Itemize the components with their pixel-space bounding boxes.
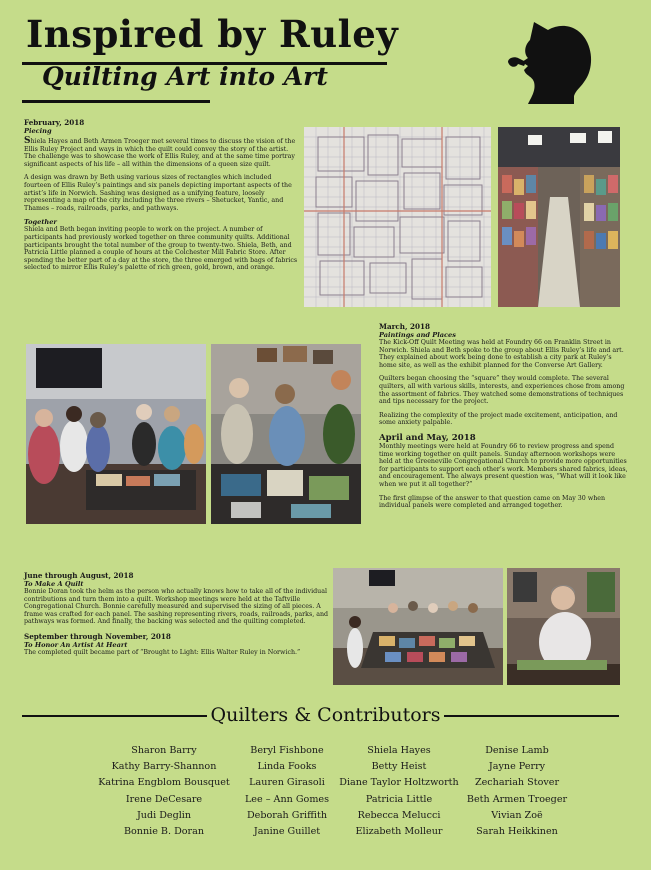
march-paragraph-1: The Kick-Off Quilt Meeting was held at Foundry 66 on Franklin Street in Norwich. Shiela and Beth spoke to the group about Ellis Ruley’s life and art. They explained about work being done to establish a city park at Ruley’s home site, as well as the exhibit planned for the Converse Art Gallery.	[379, 339, 624, 369]
contributors-rule-right	[444, 715, 619, 717]
contributor-name: Diane Taylor Holtzworth	[339, 777, 459, 789]
quilt-design-sketch-photo	[304, 127, 491, 307]
march-paragraph-3: Realizing the complexity of the project made excitement, anticipation, and some anxiety palpable.	[379, 411, 618, 427]
contributor-name: Denise Lamb	[485, 745, 549, 756]
contributor-name: Sarah Heikkinen	[476, 826, 558, 838]
april-date: April and May, 2018	[379, 432, 476, 443]
june-date: June through August, 2018	[24, 571, 134, 580]
quilt-grid-drawing	[304, 127, 491, 307]
meeting-photo-2	[211, 344, 361, 524]
section-june	[24, 571, 329, 663]
meeting-photo-1-drawing	[26, 344, 206, 524]
april-paragraph-2: The first glimpse of the answer to that question came on May 30 when individual panels were completed and arranged together.	[379, 494, 606, 510]
page-title: Inspired by Ruley	[26, 12, 399, 56]
section-february	[24, 118, 299, 278]
feb-paragraph-2: A design was drawn by Beth using various sizes of rectangles which included fourteen of Ellis Ruley’s paintings and six panels depicting important aspects of the artist’s life in Norwich. Sashing was designed as a unifying feature, loosely representing a map of the city including the three rivers – Shetucket, Yantic, and Thames – roads, railroads, parks, and pathways.	[24, 174, 292, 212]
meeting-photo-2-drawing	[211, 344, 361, 524]
contributor-name: Beryl Fishbone	[250, 745, 324, 756]
bonnie-photo	[507, 568, 620, 685]
workshop-photo-drawing	[333, 568, 503, 685]
march-paragraph-2: Quilters began choosing the “square” they would complete. The several quilters, all with various skills, interests, and experiences chose from among the assortment of fabrics. They watched some demonstrations of techniques and tips necessary for the project.	[379, 375, 625, 406]
contributor-name: Jayne Perry	[488, 761, 546, 773]
feb-date: February, 2018	[24, 118, 85, 127]
contributor-name: Sharon Barry	[131, 745, 197, 756]
contributor-name: Katrina Engblom Bousquet	[98, 777, 230, 789]
bonnie-photo-drawing	[507, 568, 620, 685]
contributor-name: Patricia Little	[365, 793, 433, 805]
contributor-name: Lauren Girasoli	[249, 777, 325, 789]
contributor-name: Janine Guillet	[253, 826, 321, 838]
contributor-name: Beth Armen Troeger	[466, 793, 568, 805]
april-paragraph-1: Monthly meetings were held at Foundry 66 to review progress and spend time working together on quilt panels. Sunday afternoon workshops were held at the Greeneville Congregational Church to provide more opportunities for participants to support each other’s work. Members shared fabrics, ideas, and encouragement. The always present question was, “What will it look like when we put it all together?”	[379, 442, 628, 488]
contributor-name: Zechariah Stover	[474, 777, 560, 789]
drop-cap: S	[24, 136, 31, 146]
march-heading: Paintings and Places	[379, 331, 456, 339]
feb-p1-text: hiela Hayes and Beth Armen Troeger met several times to discuss the vision of the Ellis Ruley Project and ways in which the quilt could convey the story of the artist. The challenge was to showcase the work of Ellis Ruley, and at the same time portray significant aspects of his life – all within the dimensions of a queen size quilt.	[24, 138, 296, 168]
sept-heading: To Honor An Artist At Heart	[24, 640, 128, 649]
contributor-name: Judi Deglin	[136, 809, 192, 821]
contributors-column-2	[237, 743, 337, 840]
workshop-photo	[333, 568, 503, 685]
feb-heading: Piecing	[24, 127, 52, 135]
contributors-column-4	[463, 743, 571, 840]
sept-date: September through November, 2018	[24, 631, 171, 641]
contributor-name: Lee – Ann Gomes	[244, 793, 330, 805]
feb-paragraph-1	[24, 138, 299, 168]
june-heading: To Make A Quilt	[24, 580, 84, 588]
contributor-name: Linda Fooks	[257, 761, 317, 773]
contributors-column-3	[338, 743, 460, 840]
contributor-name: Vivian Zoë	[491, 809, 543, 821]
meeting-photo-1	[26, 344, 206, 524]
contributors-column-1	[98, 743, 230, 840]
contributor-name: Kathy Barry-Shannon	[111, 761, 217, 773]
feb-paragraph-3: Shiela and Beth began inviting people to work on the project. A number of participants had previously worked together on three community quilts. Additional participants brought the total number of the group to twenty-two. Shiela, Beth, and Patricia Little planned a couple of hours at the Colchester Mill Fabric Store. After spending the better part of a day at the store, the three emerged with bags of fabrics selected to mirror Ellis Ruley’s palette of rich green, gold, brown, and orange.	[24, 226, 298, 272]
june-paragraph-1: Bonnie Doran took the helm as the person who actually knows how to take all of the individual contributions and turn them into a quilt. Workshop meetings were held at the Taftville Congregational Church. Bonnie carefully measured and supervised the sizing of all pieces. A frame was crafted for each panel. The sashing representing rivers, roads, railroads, parks, and pathways was formed. And finally, the backing was selected and the quilting completed.	[24, 588, 329, 626]
together-heading: Together	[24, 218, 57, 227]
ruley-silhouette-icon	[504, 16, 600, 104]
fabric-store-drawing	[498, 127, 620, 307]
subtitle-rule	[22, 100, 210, 103]
sept-paragraph-1: The completed quilt became part of “Brought to Light: Ellis Walter Ruley in Norwich.”	[24, 648, 301, 656]
contributor-name: Deborah Griffith	[246, 809, 328, 821]
march-date: March, 2018	[379, 322, 431, 331]
fabric-store-photo	[498, 127, 620, 307]
contributor-name: Elizabeth Molleur	[355, 826, 443, 838]
contributor-name: Irene DeCesare	[125, 793, 203, 805]
page-subtitle: Quilting Art into Art	[42, 62, 328, 91]
contributor-name: Shiela Hayes	[367, 745, 431, 756]
contributor-name: Bonnie B. Doran	[123, 826, 205, 838]
contributor-name: Rebecca Melucci	[357, 809, 441, 821]
section-march	[379, 322, 629, 516]
contributor-name: Betty Heist	[371, 761, 427, 773]
contributors-title: Quilters & Contributors	[210, 704, 441, 726]
